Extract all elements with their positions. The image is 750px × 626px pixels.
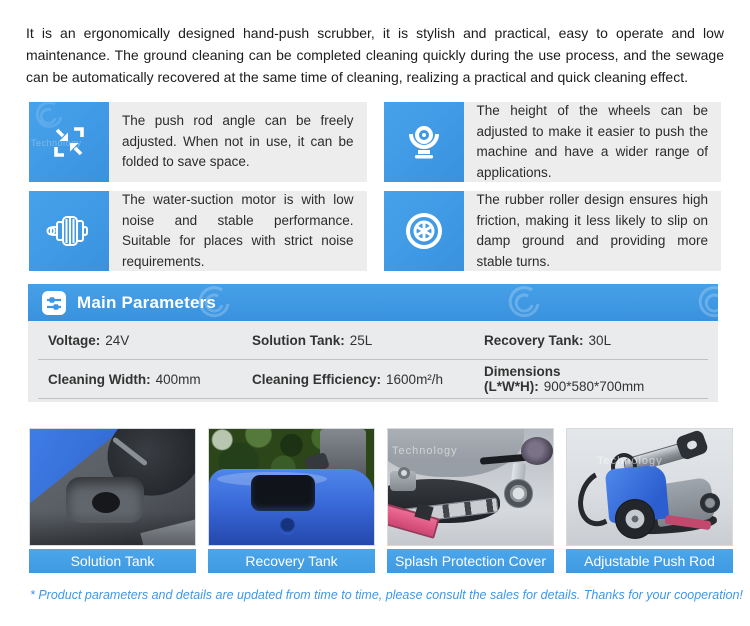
param-value: 900*580*700mm xyxy=(543,379,645,394)
param-recovery-tank xyxy=(484,333,708,348)
watermark-swirl xyxy=(688,284,718,321)
feature-rubber-roller xyxy=(384,191,722,271)
param-label: Cleaning Efficiency: xyxy=(252,371,382,387)
suction-motor-icon xyxy=(29,191,109,271)
parameters-table xyxy=(28,321,718,402)
photo-shape xyxy=(30,511,195,545)
photo-caption: Solution Tank xyxy=(29,549,196,573)
feature-text-label: The water-suction motor is with low noise and stable performance. Suitable for places with strict noise requirements. xyxy=(122,192,354,269)
photo-shape xyxy=(251,475,315,511)
feature-wheel-height xyxy=(384,102,722,182)
photo-shape xyxy=(398,467,410,479)
param-voltage xyxy=(48,333,252,348)
wheel-glyph xyxy=(401,208,447,254)
gallery-card-recovery-tank xyxy=(208,428,375,573)
param-dimensions xyxy=(484,364,708,394)
suction-motor-glyph xyxy=(45,207,93,255)
param-label: Recovery Tank: xyxy=(484,332,584,348)
main-parameters-header xyxy=(28,284,718,321)
photo-caption: Splash Protection Cover xyxy=(387,549,554,573)
watermark-text: Technology xyxy=(597,455,663,467)
feature-text-label: The push rod angle can be freely adjusted. When not in use, it can be folded to save space. xyxy=(122,113,354,170)
param-label: Cleaning Width: xyxy=(48,371,151,387)
param-value: 24V xyxy=(105,332,130,348)
feature-grid xyxy=(29,102,721,271)
param-label: Dimensions (L*W*H): xyxy=(484,364,561,394)
gallery-card-splash-cover xyxy=(387,428,554,573)
product-gallery xyxy=(29,428,722,573)
param-label: Solution Tank: xyxy=(252,332,345,348)
gallery-card-solution-tank xyxy=(29,428,196,573)
product-photo-splash-cover xyxy=(387,428,554,546)
feature-text xyxy=(464,102,722,182)
photo-caption: Adjustable Push Rod xyxy=(566,549,733,573)
watermark-swirl xyxy=(188,284,232,321)
param-value: 30L xyxy=(588,332,612,348)
gallery-card-push-rod xyxy=(566,428,733,573)
watermark-swirl xyxy=(498,284,542,321)
product-photo-recovery-tank xyxy=(208,428,375,546)
photo-shape xyxy=(92,492,120,513)
product-photo-solution-tank xyxy=(29,428,196,546)
rubber-roller-icon xyxy=(384,191,464,271)
param-value: 1600m²/h xyxy=(386,371,444,387)
row-divider xyxy=(38,398,708,399)
table-row xyxy=(28,321,718,359)
photo-shape xyxy=(504,479,533,508)
param-label: Voltage: xyxy=(48,332,101,348)
watermark-text: Technology xyxy=(31,138,82,148)
param-value: 25L xyxy=(349,332,373,348)
feature-push-rod xyxy=(29,102,367,182)
param-solution-tank xyxy=(252,333,484,348)
section-title: Main Parameters xyxy=(77,292,217,312)
feature-text xyxy=(464,191,722,271)
main-parameters-section xyxy=(28,284,718,402)
param-value: 400mm xyxy=(155,371,201,387)
watermark-text: Technology xyxy=(392,445,458,457)
photo-shape xyxy=(700,493,720,513)
watermark-swirl xyxy=(29,102,65,134)
photo-shape xyxy=(279,518,296,535)
wheel-height-glyph xyxy=(402,120,446,164)
intro-paragraph: It is an ergonomically designed hand-push scrubber, it is stylish and practical, easy to operate and low maintenance. The ground cleaning can be completed cleaning quickly during the use process, and the sewage can be automatically recovered at the same time of cleaning, realizing a practical and quick cleaning effect. xyxy=(26,25,724,85)
feature-suction-motor xyxy=(29,191,367,271)
wheel-height-icon xyxy=(384,102,464,182)
photo-shape xyxy=(615,499,655,539)
fold-arrows-icon xyxy=(29,102,109,182)
photo-shape xyxy=(686,440,698,451)
param-cleaning-efficiency xyxy=(252,372,484,387)
product-photo-push-rod xyxy=(566,428,733,546)
photo-caption: Recovery Tank xyxy=(208,549,375,573)
sliders-icon xyxy=(41,290,67,316)
feature-text xyxy=(109,191,367,271)
feature-text-label: The height of the wheels can be adjusted to make it easier to push the machine and have a wider range of applications. xyxy=(476,103,708,180)
param-cleaning-width xyxy=(48,372,252,387)
feature-text-label: The rubber roller design ensures high friction, making it less likely to slip on damp ground and providing more stable turns. xyxy=(476,192,708,269)
feature-text xyxy=(109,102,367,182)
table-row xyxy=(28,360,718,398)
photo-shape xyxy=(521,437,553,465)
footer-note: * Product parameters and details are updated from time to time, please consult the sales for details. Thanks for your cooperation! xyxy=(30,588,743,602)
